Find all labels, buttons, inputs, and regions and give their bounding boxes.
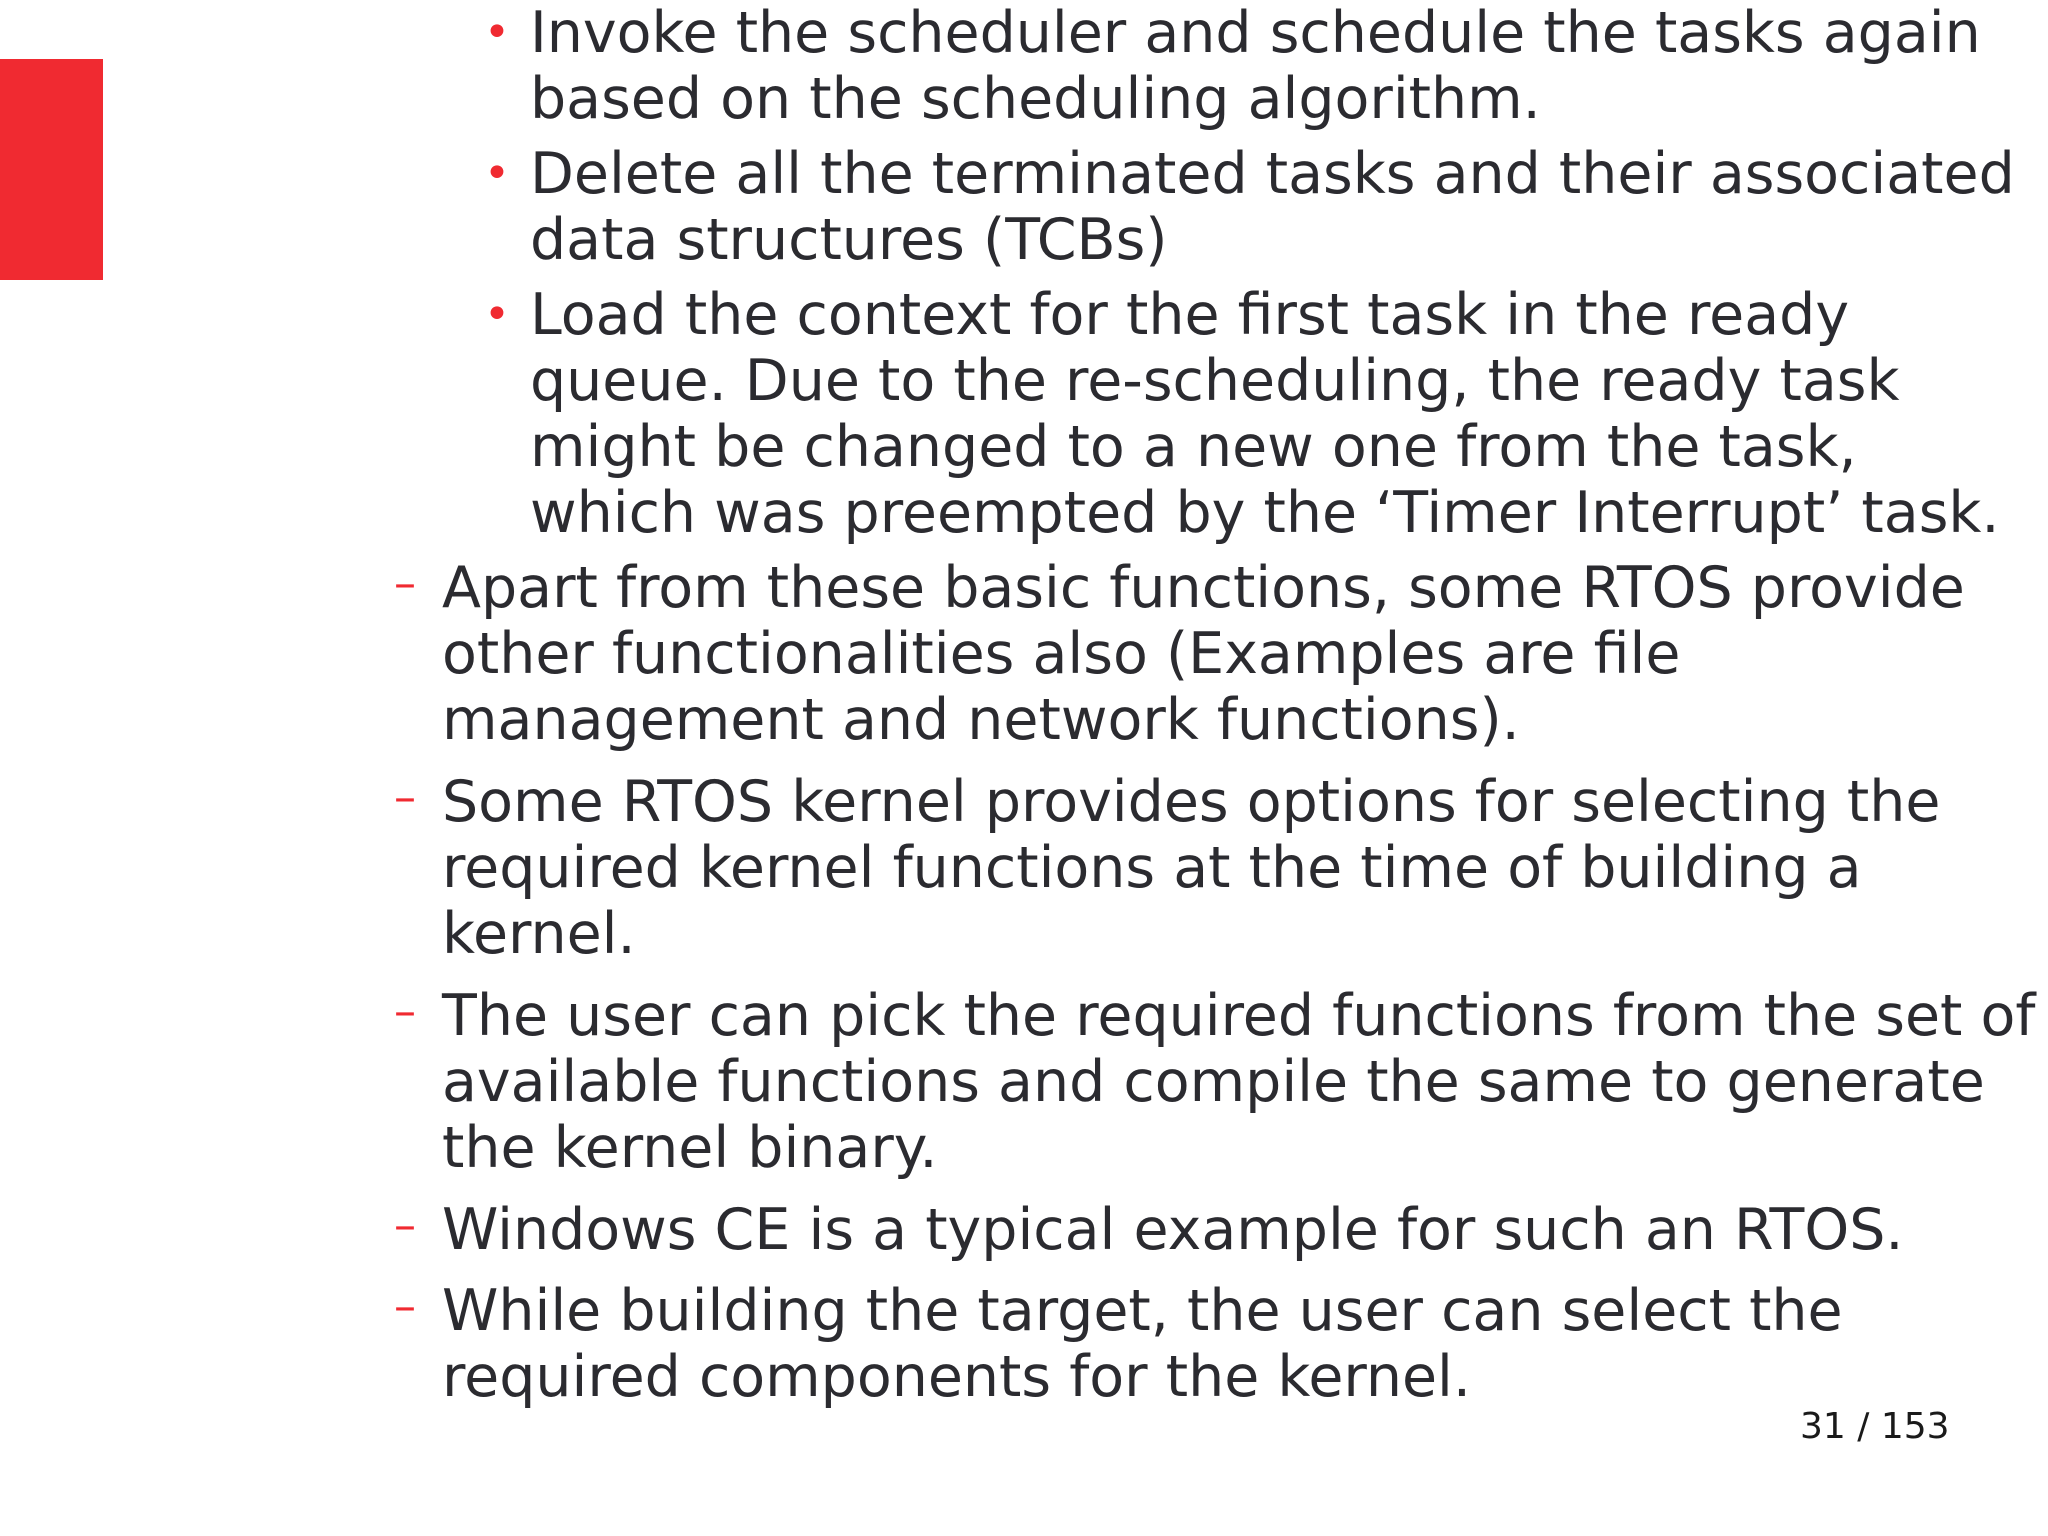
bullet-dot-icon: • [484, 7, 510, 58]
dash-bullet-icon: – [394, 1200, 416, 1251]
dash-bullet-icon: – [394, 986, 416, 1037]
main-bullet-item [394, 983, 2042, 1181]
bullet-dot-icon: • [484, 148, 510, 199]
main-bullet-text: While building the target, the user can select the required components for the kernel. [442, 1278, 1843, 1410]
sub-bullet-text: Delete all the terminated tasks and their associated data structures (TCBs) [530, 141, 2015, 273]
dash-bullet-icon: – [394, 772, 416, 823]
main-bullet-item [394, 555, 2042, 753]
sub-bullet-item [484, 0, 2040, 132]
main-bullet-item [394, 1278, 2042, 1410]
main-bullet-item [394, 1197, 2042, 1263]
bullet-dot-icon: • [484, 289, 510, 340]
main-bullet-text: Windows CE is a typical example for such an RTOS. [442, 1197, 1904, 1263]
main-bullet-text: Some RTOS kernel provides options for selecting the required kernel functions at the time of building a kernel. [442, 769, 1941, 967]
accent-bar [0, 59, 103, 280]
main-bullet-text: Apart from these basic functions, some RTOS provide other functionalities also (Examples are file management and network functions). [442, 555, 1965, 753]
page-number: 31 / 153 [1800, 1406, 1950, 1447]
main-bullet-text: The user can pick the required functions from the set of available functions and compile the same to generate the kernel binary. [442, 983, 2036, 1181]
sub-bullet-item [484, 282, 2040, 546]
main-bullet-item [394, 769, 2042, 967]
sub-bullet-text: Load the context for the first task in the ready queue. Due to the re-scheduling, the ready task might be changed to a new one from the task, which was preempted by the ‘Timer Interrupt’ task. [530, 282, 2000, 546]
sub-bullet-text: Invoke the scheduler and schedule the tasks again based on the scheduling algorithm. [530, 0, 1981, 132]
sub-bullet-item [484, 141, 2040, 273]
dash-bullet-icon: – [394, 1281, 416, 1332]
dash-bullet-icon: – [394, 558, 416, 609]
